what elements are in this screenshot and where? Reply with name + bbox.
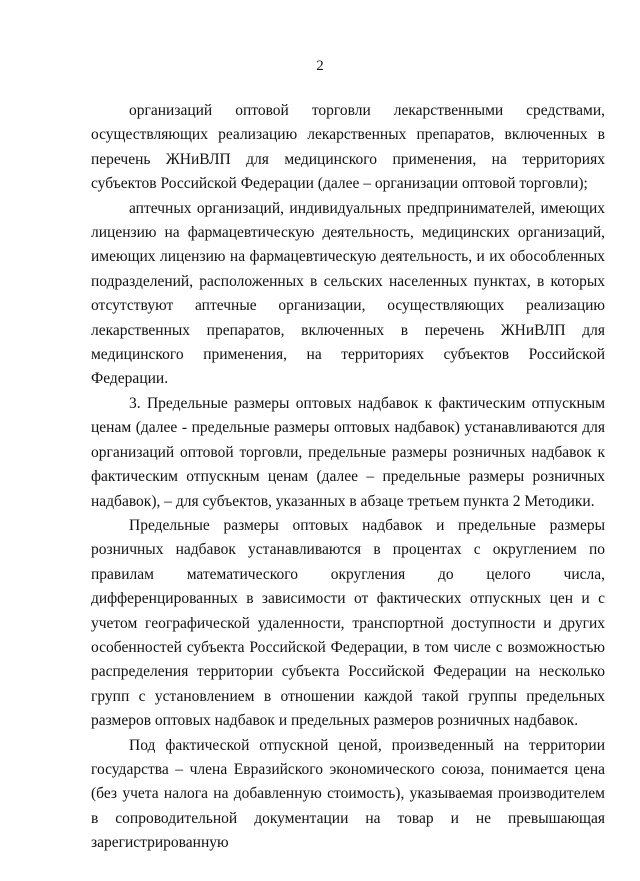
- paragraph-markup-rounding: Предельные размеры оптовых надбавок и предельные размеры розничных надбавок устанавливаются в процентах с округлением по правилам математического округления до целого числа, дифференцированных в зависимости от фактических отпускных цен и с учетом географической удаленности, транспортной доступности и других особенностей субъекта Российской Федерации, в том числе с возможностью распределения территории субъекта Российской Федерации на несколько групп с установлением в отношении каждой такой группы предельных размеров оптовых надбавок и предельных размеров розничных надбавок.: [91, 516, 605, 730]
- paragraph-pharmacy-organizations: аптечных организаций, индивидуальных предпринимателей, имеющих лицензию на фармацевтическую деятельность, медицинских организаций, имеющих лицензию на фармацевтическую деятельность, и их обособленных подразделений, расположенных в сельских населенных пунктах, в которых отсутствуют аптечные организации, осуществляющих реализацию лекарственных препаратов, включенных в перечень ЖНиВЛП для медицинского применения, на территориях субъектов Российской Федерации.: [91, 199, 605, 388]
- page-number: 2: [316, 58, 324, 74]
- document-body: [91, 99, 605, 856]
- paragraph-actual-price-definition: Под фактической отпускной ценой, произведенный на территории государства – члена Евразийского экономического союза, понимается цена (без учета налога на добавленную стоимость), указываемая производителем в сопроводительной документации на товар и не превышающая зарегистрированную: [91, 736, 605, 852]
- paragraph-wholesale-organizations: организаций оптовой торговли лекарственными средствами, осуществляющих реализацию лекарственных препаратов, включенных в перечень ЖНиВЛП для медицинского применения, на территориях субъектов Российской Федерации (далее – организации оптовой торговли);: [91, 102, 605, 193]
- paragraph-item-3: 3. Предельные размеры оптовых надбавок к фактическим отпускным ценам (далее - предельные размеры оптовых надбавок) устанавливаются для организаций оптовой торговли, предельные размеры розничных надбавок к фактическим отпускным ценам (далее – предельные размеры розничных надбавок), – для субъектов, указанных в абзаце третьем пункта 2 Методики.: [91, 394, 605, 510]
